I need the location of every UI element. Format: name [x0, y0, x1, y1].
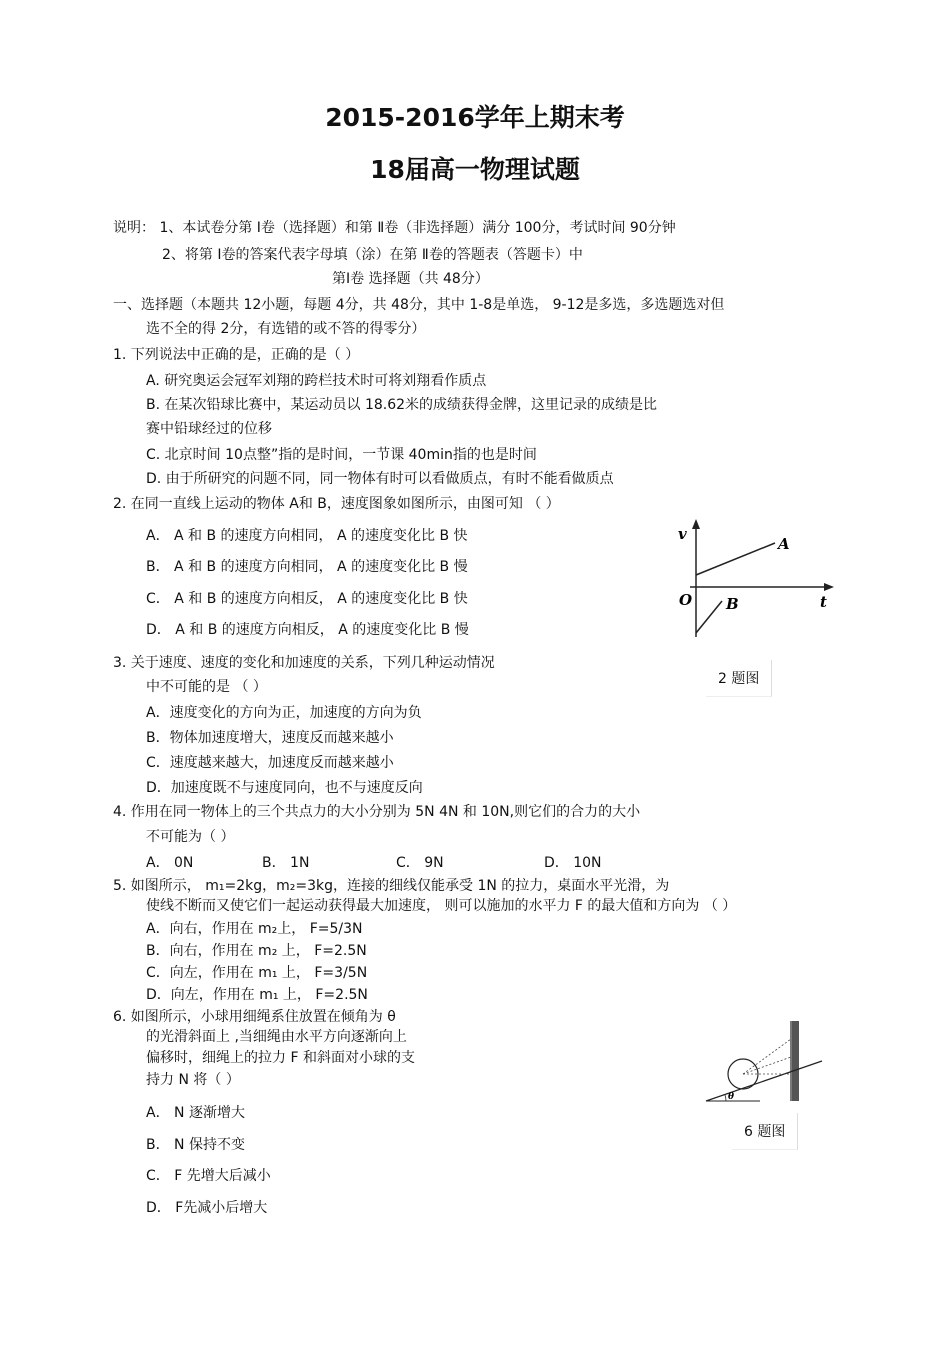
q6-stem-line-2: 的光滑斜面上 ,当细绳由水平方向逐渐向上	[146, 1029, 407, 1045]
q6-option-d: D． F先减小后增大	[146, 1200, 268, 1216]
line-a	[696, 543, 775, 575]
q6-option-b: B． N 保持不变	[146, 1137, 245, 1153]
q3-option-d: D．加速度既不与速度同向，也不与速度反向	[146, 780, 423, 796]
q5-option-d: D．向左，作用在 m₁ 上， F=2.5N	[146, 987, 368, 1003]
instruction-note-1: 说明： 1、本试卷分第 Ⅰ卷（选择题）和第 Ⅱ卷（非选择题）满分 100分，考试时间 90分钟	[113, 220, 676, 236]
section-heading: 第Ⅰ卷 选择题（共 48分）	[332, 271, 489, 287]
q6-option-a: A． N 逐渐增大	[146, 1105, 245, 1121]
q1-option-b: B. 在某次铅球比赛中，某运动员以 18.62米的成绩获得金牌，这里记录的成绩是比	[146, 397, 658, 413]
origin-label: O	[679, 591, 693, 609]
q4-option-d: D． 10N	[544, 855, 602, 871]
q1-option-a: A. 研究奥运会冠军刘翔的跨栏技术时可将刘翔看作质点	[146, 373, 487, 389]
q6-stem-line-4: 持力 N 将（ ）	[146, 1072, 240, 1088]
q2-option-a: A． A 和 B 的速度方向相同， A 的速度变化比 B 快	[146, 528, 468, 544]
exam-title: 2015-2016学年上期末考	[325, 103, 625, 132]
rope-upper	[743, 1039, 791, 1074]
line-b	[696, 601, 722, 633]
q5-option-c: C．向左，作用在 m₁ 上， F=3/5N	[146, 965, 368, 981]
v-axis-label: v	[678, 525, 687, 543]
t-axis-label: t	[820, 593, 827, 611]
q2-figure-caption: 2 题图	[706, 660, 772, 697]
q1-option-d: D. 由于所研究的问题不同，同一物体有时可以看做质点，有时不能看做质点	[146, 471, 614, 487]
section-intro-line-2: 选不全的得 2分，有选错的或不答的得零分）	[146, 321, 426, 337]
v-axis-arrow	[692, 519, 700, 529]
q5-stem-cont: 使线不断而又使它们一起运动获得最大加速度， 则可以施加的水平力 F 的最大值和方向为 （ ）	[146, 898, 737, 914]
q3-option-b: B．物体加速度增大，速度反而越来越小	[146, 730, 394, 746]
q1-option-b-cont: 赛中铅球经过的位移	[146, 421, 272, 437]
q5-option-b: B．向右，作用在 m₂ 上， F=2.5N	[146, 943, 367, 959]
q1-stem: 1. 下列说法中正确的是，正确的是（ ）	[113, 347, 360, 363]
q4-option-c: C． 9N	[396, 855, 444, 871]
q6-option-c: C． F 先增大后减小	[146, 1168, 271, 1184]
q5-stem: 5. 如图所示， m₁=2kg，m₂=3kg，连接的细线仅能承受 1N 的拉力，桌面水平光滑，为	[113, 878, 670, 894]
q3-stem-cont: 中不可能的是 （ ）	[146, 679, 267, 695]
q4-option-a: A． 0N	[146, 855, 194, 871]
q5-option-a: A．向右，作用在 m₂上， F=5/3N	[146, 921, 363, 937]
q2-vt-graph	[670, 515, 840, 640]
q4-option-b: B． 1N	[262, 855, 310, 871]
q6-stem-line-3: 偏移时，细绳上的拉力 F 和斜面对小球的支	[146, 1050, 415, 1066]
q6-stem: 6. 如图所示，小球用细绳系住放置在倾角为 θ	[113, 1009, 396, 1025]
rope-middle	[743, 1057, 791, 1074]
section-intro-line-1: 一、选择题（本题共 12小题，每题 4分，共 48分，其中 1-8是单选， 9-12是多选，多选题选对但	[113, 297, 725, 313]
q6-figure-caption: 6 题图	[732, 1113, 798, 1150]
instruction-note-2: 2、将第 Ⅰ卷的答案代表字母填（涂）在第 Ⅱ卷的答题表（答题卡）中	[162, 247, 583, 263]
wall-hatch	[792, 1021, 799, 1101]
q4-stem-cont: 不可能为（ ）	[146, 829, 235, 845]
exam-subtitle: 18届高一物理试题	[370, 155, 580, 184]
line-b-label: B	[726, 595, 739, 613]
q2-stem: 2. 在同一直线上运动的物体 A和 B，速度图象如图所示，由图可知 （ ）	[113, 496, 560, 512]
q3-option-c: C．速度越来越大，加速度反而越来越小	[146, 755, 394, 771]
q4-stem: 4. 作用在同一物体上的三个共点力的大小分别为 5N 4N 和 10N,则它们的合力的大小	[113, 804, 641, 820]
q2-option-c: C． A 和 B 的速度方向相反， A 的速度变化比 B 快	[146, 591, 468, 607]
q2-option-d: D． A 和 B 的速度方向相反， A 的速度变化比 B 慢	[146, 622, 469, 638]
incline	[706, 1061, 822, 1101]
t-axis-arrow	[824, 583, 834, 591]
q1-option-c: C. 北京时间 10点整”指的是时间，一节课 40min指的也是时间	[146, 447, 537, 463]
line-a-label: A	[778, 535, 790, 553]
q6-incline-figure	[700, 1015, 830, 1110]
q3-stem: 3. 关于速度、速度的变化和加速度的关系，下列几种运动情况	[113, 655, 495, 671]
angle-arc	[725, 1095, 726, 1101]
q2-option-b: B． A 和 B 的速度方向相同， A 的速度变化比 B 慢	[146, 559, 468, 575]
angle-label: θ	[728, 1092, 735, 1102]
q3-option-a: A．速度变化的方向为正，加速度的方向为负	[146, 705, 422, 721]
